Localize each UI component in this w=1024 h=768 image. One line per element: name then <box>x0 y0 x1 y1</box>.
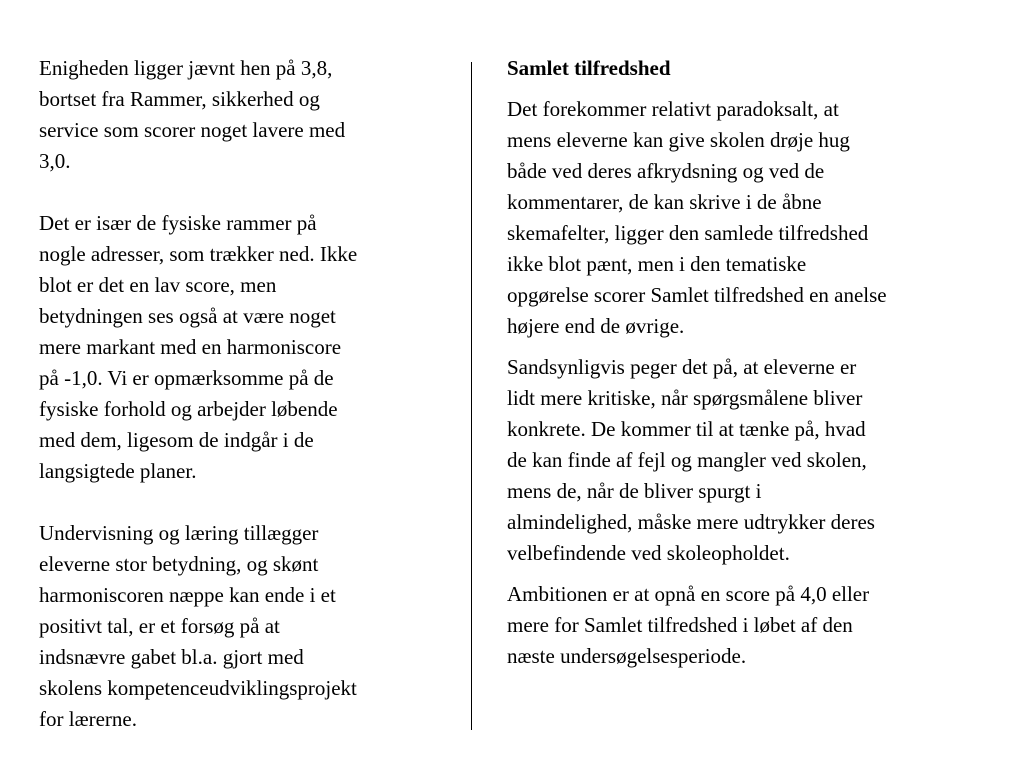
right-column <box>507 53 977 672</box>
right-paragraph-2: Sandsynligvis peger det på, at eleverne er lidt mere kritiske, når spørgsmålene bliver konkrete. De kommer til at tænke på, hvad de kan finde af fejl og mangler ved skolen, mens de, når de bliver spurgt i almindelighed, måske mere udtrykker deres velbefindende ved skoleopholdet. <box>507 355 875 565</box>
section-heading: Samlet tilfredshed <box>507 56 671 80</box>
left-column <box>39 53 439 735</box>
left-paragraph-2: Det er især de fysiske rammer på nogle adresser, som trækker ned. Ikke blot er det en lav score, men betydningen ses også at være noget mere markant med en harmoniscore på -1,0. Vi er opmærksomme på de fysiske forhold og arbejder løbende med dem, ligesom de indgår i de langsigtede planer. <box>39 211 358 483</box>
column-divider <box>471 62 472 730</box>
right-paragraph-1: Det forekommer relativt paradoksalt, at mens eleverne kan give skolen drøje hug både ved deres afkrydsning og ved de kommentarer, de kan skrive i de åbne skemafelter, ligger den samlede tilfredshed ikke blot pænt, men i den tematiske opgørelse scorer Samlet tilfredshed en anelse højere end de øvrige. <box>507 97 887 338</box>
right-paragraph-3: Ambitionen er at opnå en score på 4,0 eller mere for Samlet tilfredshed i løbet af den næste undersøgelsesperiode. <box>507 582 870 668</box>
left-paragraph-3: Undervisning og læring tillægger eleverne stor betydning, og skønt harmoniscoren næppe kan ende i et positivt tal, er et forsøg på at indsnævre gabet bl.a. gjort med skolens kompetenceudviklingsprojekt for lærerne. <box>39 521 357 731</box>
left-paragraph-1: Enigheden ligger jævnt hen på 3,8, bortset fra Rammer, sikkerhed og service som scorer noget lavere med 3,0. <box>39 56 346 173</box>
